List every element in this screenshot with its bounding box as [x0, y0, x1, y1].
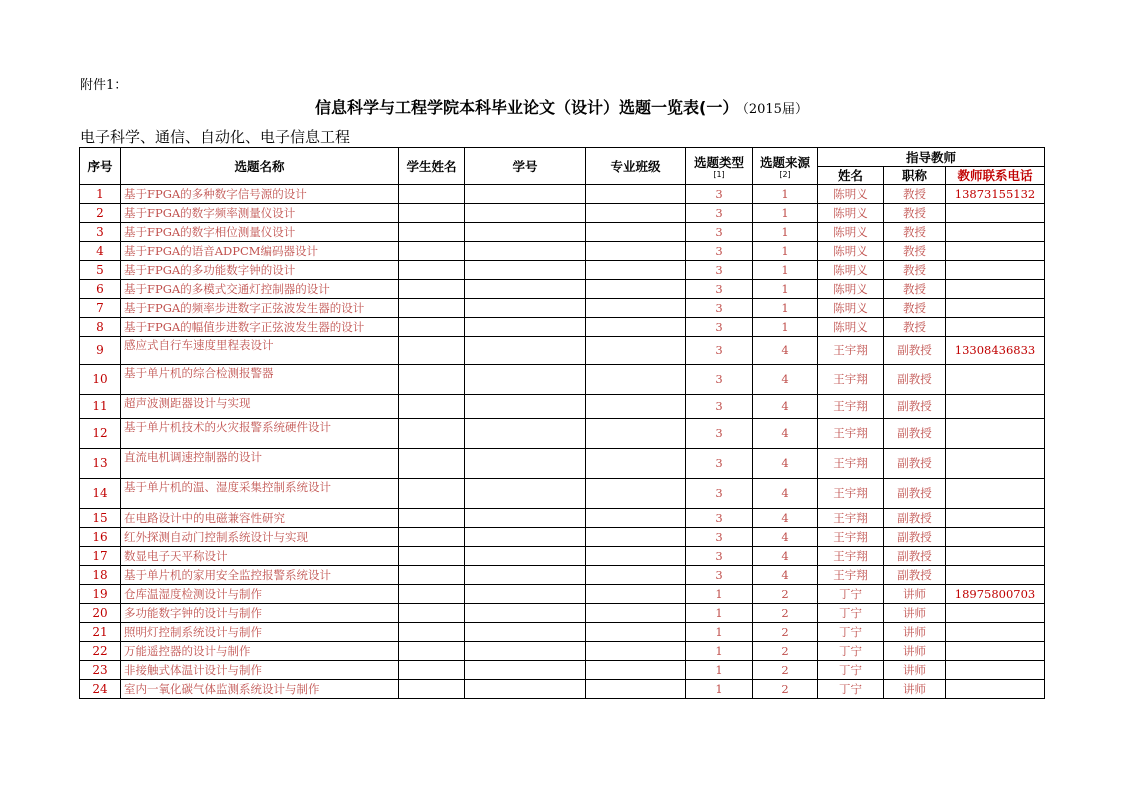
- table-row: [80, 604, 1045, 623]
- row-type: 3: [686, 449, 753, 479]
- row-student-id: [465, 185, 586, 204]
- row-source: 1: [753, 299, 818, 318]
- row-advisor-phone: [946, 242, 1045, 261]
- row-student: [399, 623, 465, 642]
- row-source: 2: [753, 642, 818, 661]
- row-student-id: [465, 623, 586, 642]
- row-source: 1: [753, 261, 818, 280]
- row-advisor-phone: [946, 318, 1045, 337]
- row-advisor-title: 讲师: [884, 623, 946, 642]
- row-source: 4: [753, 449, 818, 479]
- row-advisor-name: 丁宁: [818, 661, 884, 680]
- row-topic: 基于单片机的综合检测报警器: [121, 365, 399, 395]
- table-row: [80, 365, 1045, 395]
- table-row: [80, 395, 1045, 419]
- table-row: [80, 204, 1045, 223]
- row-source: 4: [753, 337, 818, 365]
- row-student: [399, 223, 465, 242]
- row-advisor-phone: [946, 223, 1045, 242]
- row-advisor-title: 教授: [884, 318, 946, 337]
- row-type: 1: [686, 604, 753, 623]
- row-advisor-phone: [946, 365, 1045, 395]
- row-index: 7: [80, 299, 121, 318]
- row-student: [399, 185, 465, 204]
- table-row: [80, 337, 1045, 365]
- row-advisor-name: 丁宁: [818, 585, 884, 604]
- row-source: 2: [753, 680, 818, 699]
- row-class: [586, 642, 686, 661]
- row-source: 2: [753, 585, 818, 604]
- row-advisor-title: 副教授: [884, 547, 946, 566]
- row-student: [399, 680, 465, 699]
- row-student: [399, 261, 465, 280]
- table-row: [80, 547, 1045, 566]
- table-row: [80, 299, 1045, 318]
- row-advisor-title: 教授: [884, 261, 946, 280]
- row-advisor-name: 陈明义: [818, 318, 884, 337]
- row-index: 22: [80, 642, 121, 661]
- table-row: [80, 566, 1045, 585]
- row-source: 1: [753, 185, 818, 204]
- row-student: [399, 585, 465, 604]
- row-source: 1: [753, 204, 818, 223]
- row-index: 9: [80, 337, 121, 365]
- row-student-id: [465, 449, 586, 479]
- header-advisor-name: 姓名: [818, 167, 884, 185]
- row-type: 3: [686, 261, 753, 280]
- row-student-id: [465, 419, 586, 449]
- row-advisor-title: 讲师: [884, 585, 946, 604]
- row-index: 11: [80, 395, 121, 419]
- header-type-note: [1]: [713, 169, 725, 179]
- row-student: [399, 479, 465, 509]
- row-student: [399, 661, 465, 680]
- row-advisor-title: 讲师: [884, 604, 946, 623]
- row-student: [399, 318, 465, 337]
- row-student-id: [465, 280, 586, 299]
- row-type: 3: [686, 547, 753, 566]
- row-topic: 基于单片机的家用安全监控报警系统设计: [121, 566, 399, 585]
- row-source: 1: [753, 280, 818, 299]
- row-advisor-title: 副教授: [884, 395, 946, 419]
- row-advisor-title: 教授: [884, 204, 946, 223]
- row-type: 3: [686, 566, 753, 585]
- row-advisor-phone: [946, 395, 1045, 419]
- row-index: 18: [80, 566, 121, 585]
- table-row: [80, 528, 1045, 547]
- table-row: [80, 585, 1045, 604]
- row-advisor-name: 陈明义: [818, 299, 884, 318]
- header-class: 专业班级: [586, 148, 686, 185]
- row-source: 4: [753, 566, 818, 585]
- row-type: 1: [686, 642, 753, 661]
- row-index: 5: [80, 261, 121, 280]
- row-type: 3: [686, 185, 753, 204]
- row-source: 4: [753, 509, 818, 528]
- row-advisor-name: 丁宁: [818, 642, 884, 661]
- row-class: [586, 449, 686, 479]
- row-advisor-name: 丁宁: [818, 623, 884, 642]
- row-advisor-phone: [946, 642, 1045, 661]
- row-topic: 数显电子天平称设计: [121, 547, 399, 566]
- row-advisor-title: 副教授: [884, 528, 946, 547]
- row-class: [586, 680, 686, 699]
- table-row: [80, 642, 1045, 661]
- row-advisor-phone: 13308436833: [946, 337, 1045, 365]
- row-index: 3: [80, 223, 121, 242]
- table-row: [80, 680, 1045, 699]
- table-row: [80, 242, 1045, 261]
- row-student-id: [465, 604, 586, 623]
- row-type: 3: [686, 242, 753, 261]
- row-student: [399, 547, 465, 566]
- row-index: 17: [80, 547, 121, 566]
- header-student-id: 学号: [465, 148, 586, 185]
- row-student: [399, 509, 465, 528]
- table-row: [80, 479, 1045, 509]
- row-type: 3: [686, 528, 753, 547]
- row-advisor-name: 陈明义: [818, 242, 884, 261]
- row-topic: 基于FPGA的多功能数字钟的设计: [121, 261, 399, 280]
- row-advisor-phone: [946, 299, 1045, 318]
- row-type: 3: [686, 479, 753, 509]
- row-source: 4: [753, 419, 818, 449]
- row-type: 1: [686, 585, 753, 604]
- row-topic: 超声波测距器设计与实现: [121, 395, 399, 419]
- row-source: 4: [753, 365, 818, 395]
- row-type: 3: [686, 280, 753, 299]
- row-class: [586, 528, 686, 547]
- row-topic: 仓库温湿度检测设计与制作: [121, 585, 399, 604]
- row-advisor-name: 王宇翔: [818, 365, 884, 395]
- row-advisor-title: 副教授: [884, 419, 946, 449]
- row-student: [399, 419, 465, 449]
- row-topic: 在电路设计中的电磁兼容性研究: [121, 509, 399, 528]
- row-advisor-phone: [946, 479, 1045, 509]
- row-advisor-title: 副教授: [884, 479, 946, 509]
- row-student-id: [465, 566, 586, 585]
- row-advisor-name: 王宇翔: [818, 479, 884, 509]
- row-topic: 基于单片机技术的火灾报警系统硬件设计: [121, 419, 399, 449]
- table-row: [80, 661, 1045, 680]
- table-row: [80, 449, 1045, 479]
- row-topic: 基于FPGA的多种数字信号源的设计: [121, 185, 399, 204]
- row-advisor-name: 丁宁: [818, 680, 884, 699]
- row-student-id: [465, 509, 586, 528]
- row-topic: 基于FPGA的数字相位测量仪设计: [121, 223, 399, 242]
- row-type: 3: [686, 365, 753, 395]
- row-advisor-name: 王宇翔: [818, 337, 884, 365]
- row-index: 14: [80, 479, 121, 509]
- row-class: [586, 318, 686, 337]
- topic-table: [79, 147, 1045, 699]
- row-student: [399, 204, 465, 223]
- table-row: [80, 185, 1045, 204]
- row-advisor-name: 陈明义: [818, 204, 884, 223]
- row-student-id: [465, 395, 586, 419]
- row-class: [586, 623, 686, 642]
- row-topic: 万能遥控器的设计与制作: [121, 642, 399, 661]
- row-student: [399, 449, 465, 479]
- row-advisor-name: 王宇翔: [818, 509, 884, 528]
- table-row: [80, 223, 1045, 242]
- row-advisor-title: 副教授: [884, 365, 946, 395]
- row-topic: 感应式自行车速度里程表设计: [121, 337, 399, 365]
- row-class: [586, 261, 686, 280]
- row-index: 24: [80, 680, 121, 699]
- row-type: 1: [686, 680, 753, 699]
- row-advisor-name: 陈明义: [818, 261, 884, 280]
- header-type: [686, 148, 753, 185]
- row-student: [399, 280, 465, 299]
- row-advisor-name: 陈明义: [818, 280, 884, 299]
- row-student: [399, 642, 465, 661]
- header-type-label: 选题类型: [693, 154, 744, 170]
- row-student-id: [465, 479, 586, 509]
- row-source: 1: [753, 242, 818, 261]
- row-advisor-phone: [946, 547, 1045, 566]
- row-advisor-name: 丁宁: [818, 604, 884, 623]
- row-topic: 基于FPGA的频率步进数字正弦波发生器的设计: [121, 299, 399, 318]
- row-class: [586, 604, 686, 623]
- row-index: 2: [80, 204, 121, 223]
- row-advisor-title: 教授: [884, 223, 946, 242]
- row-type: 1: [686, 623, 753, 642]
- row-advisor-title: 教授: [884, 242, 946, 261]
- row-student: [399, 242, 465, 261]
- row-advisor-phone: 18975800703: [946, 585, 1045, 604]
- row-class: [586, 661, 686, 680]
- row-class: [586, 204, 686, 223]
- title-main: 信息科学与工程学院本科毕业论文（设计）选题一览表(一）: [315, 98, 739, 117]
- header-index: 序号: [80, 148, 121, 185]
- row-class: [586, 299, 686, 318]
- row-class: [586, 585, 686, 604]
- row-student-id: [465, 528, 586, 547]
- header-source: [753, 148, 818, 185]
- row-class: [586, 185, 686, 204]
- row-source: 4: [753, 547, 818, 566]
- row-class: [586, 223, 686, 242]
- row-advisor-name: 陈明义: [818, 223, 884, 242]
- row-student-id: [465, 337, 586, 365]
- row-advisor-title: 副教授: [884, 566, 946, 585]
- header-advisor-title: 职称: [884, 167, 946, 185]
- row-topic: 基于FPGA的语音ADPCM编码器设计: [121, 242, 399, 261]
- header-source-note: [2]: [779, 169, 791, 179]
- row-advisor-phone: [946, 509, 1045, 528]
- row-student: [399, 337, 465, 365]
- row-index: 23: [80, 661, 121, 680]
- row-advisor-title: 教授: [884, 280, 946, 299]
- header-student: 学生姓名: [399, 148, 465, 185]
- row-advisor-phone: 13873155132: [946, 185, 1045, 204]
- row-index: 1: [80, 185, 121, 204]
- row-index: 6: [80, 280, 121, 299]
- row-advisor-phone: [946, 680, 1045, 699]
- row-student-id: [465, 223, 586, 242]
- document-title: [0, 95, 1123, 118]
- row-index: 16: [80, 528, 121, 547]
- row-index: 21: [80, 623, 121, 642]
- attachment-label: 附件1：: [80, 78, 128, 93]
- header-advisor-phone: 教师联系电话: [946, 167, 1045, 185]
- row-type: 3: [686, 337, 753, 365]
- table-row: [80, 509, 1045, 528]
- row-topic: 红外探测自动门控制系统设计与实现: [121, 528, 399, 547]
- row-student-id: [465, 365, 586, 395]
- header-source-label: 选题来源: [759, 154, 810, 170]
- row-advisor-phone: [946, 604, 1045, 623]
- row-index: 12: [80, 419, 121, 449]
- row-index: 20: [80, 604, 121, 623]
- row-advisor-title: 教授: [884, 185, 946, 204]
- row-source: 4: [753, 395, 818, 419]
- row-type: 3: [686, 419, 753, 449]
- row-student-id: [465, 547, 586, 566]
- row-type: 3: [686, 204, 753, 223]
- row-topic: 基于FPGA的数字频率测量仪设计: [121, 204, 399, 223]
- row-advisor-phone: [946, 449, 1045, 479]
- row-student: [399, 365, 465, 395]
- row-type: 3: [686, 223, 753, 242]
- row-index: 19: [80, 585, 121, 604]
- table-row: [80, 623, 1045, 642]
- row-class: [586, 280, 686, 299]
- row-advisor-phone: [946, 661, 1045, 680]
- row-class: [586, 242, 686, 261]
- row-student: [399, 395, 465, 419]
- row-student: [399, 299, 465, 318]
- row-advisor-phone: [946, 280, 1045, 299]
- row-source: 4: [753, 528, 818, 547]
- header-advisor: 指导教师: [818, 148, 1045, 167]
- row-topic: 非接触式体温计设计与制作: [121, 661, 399, 680]
- row-topic: 基于单片机的温、湿度采集控制系统设计: [121, 479, 399, 509]
- row-advisor-phone: [946, 419, 1045, 449]
- row-advisor-phone: [946, 566, 1045, 585]
- row-student-id: [465, 680, 586, 699]
- row-index: 13: [80, 449, 121, 479]
- row-student-id: [465, 204, 586, 223]
- row-index: 10: [80, 365, 121, 395]
- row-student-id: [465, 299, 586, 318]
- row-index: 8: [80, 318, 121, 337]
- row-topic: 基于FPGA的多模式交通灯控制器的设计: [121, 280, 399, 299]
- row-student: [399, 604, 465, 623]
- row-advisor-name: 王宇翔: [818, 528, 884, 547]
- row-advisor-name: 王宇翔: [818, 566, 884, 585]
- table-row: [80, 419, 1045, 449]
- row-advisor-phone: [946, 204, 1045, 223]
- row-advisor-title: 副教授: [884, 509, 946, 528]
- row-class: [586, 479, 686, 509]
- row-advisor-name: 王宇翔: [818, 449, 884, 479]
- row-topic: 多功能数字钟的设计与制作: [121, 604, 399, 623]
- row-student-id: [465, 318, 586, 337]
- row-advisor-phone: [946, 623, 1045, 642]
- row-topic: 基于FPGA的幅值步进数字正弦波发生器的设计: [121, 318, 399, 337]
- row-source: 4: [753, 479, 818, 509]
- table-row: [80, 280, 1045, 299]
- row-student: [399, 528, 465, 547]
- row-class: [586, 365, 686, 395]
- header-topic: 选题名称: [121, 148, 399, 185]
- row-type: 3: [686, 318, 753, 337]
- row-student-id: [465, 642, 586, 661]
- department-line: 电子科学、通信、自动化、电子信息工程: [80, 128, 351, 146]
- row-type: 3: [686, 395, 753, 419]
- row-student-id: [465, 585, 586, 604]
- row-student-id: [465, 242, 586, 261]
- row-class: [586, 337, 686, 365]
- row-advisor-title: 讲师: [884, 680, 946, 699]
- row-advisor-title: 副教授: [884, 337, 946, 365]
- row-advisor-title: 讲师: [884, 642, 946, 661]
- row-class: [586, 395, 686, 419]
- row-advisor-name: 陈明义: [818, 185, 884, 204]
- row-source: 1: [753, 223, 818, 242]
- row-index: 4: [80, 242, 121, 261]
- row-student: [399, 566, 465, 585]
- row-topic: 照明灯控制系统设计与制作: [121, 623, 399, 642]
- table-row: [80, 261, 1045, 280]
- row-class: [586, 509, 686, 528]
- row-source: 2: [753, 623, 818, 642]
- row-advisor-title: 讲师: [884, 661, 946, 680]
- row-source: 1: [753, 318, 818, 337]
- row-topic: 直流电机调速控制器的设计: [121, 449, 399, 479]
- row-source: 2: [753, 604, 818, 623]
- row-type: 3: [686, 299, 753, 318]
- table-row: [80, 318, 1045, 337]
- row-class: [586, 566, 686, 585]
- title-year: （2015届）: [742, 102, 808, 117]
- row-type: 1: [686, 661, 753, 680]
- row-student-id: [465, 661, 586, 680]
- row-index: 15: [80, 509, 121, 528]
- row-advisor-phone: [946, 261, 1045, 280]
- row-type: 3: [686, 509, 753, 528]
- row-advisor-name: 王宇翔: [818, 419, 884, 449]
- row-class: [586, 419, 686, 449]
- row-advisor-phone: [946, 528, 1045, 547]
- row-advisor-name: 王宇翔: [818, 547, 884, 566]
- row-advisor-title: 副教授: [884, 449, 946, 479]
- row-class: [586, 547, 686, 566]
- row-student-id: [465, 261, 586, 280]
- row-advisor-name: 王宇翔: [818, 395, 884, 419]
- row-source: 2: [753, 661, 818, 680]
- row-topic: 室内一氧化碳气体监测系统设计与制作: [121, 680, 399, 699]
- row-advisor-title: 教授: [884, 299, 946, 318]
